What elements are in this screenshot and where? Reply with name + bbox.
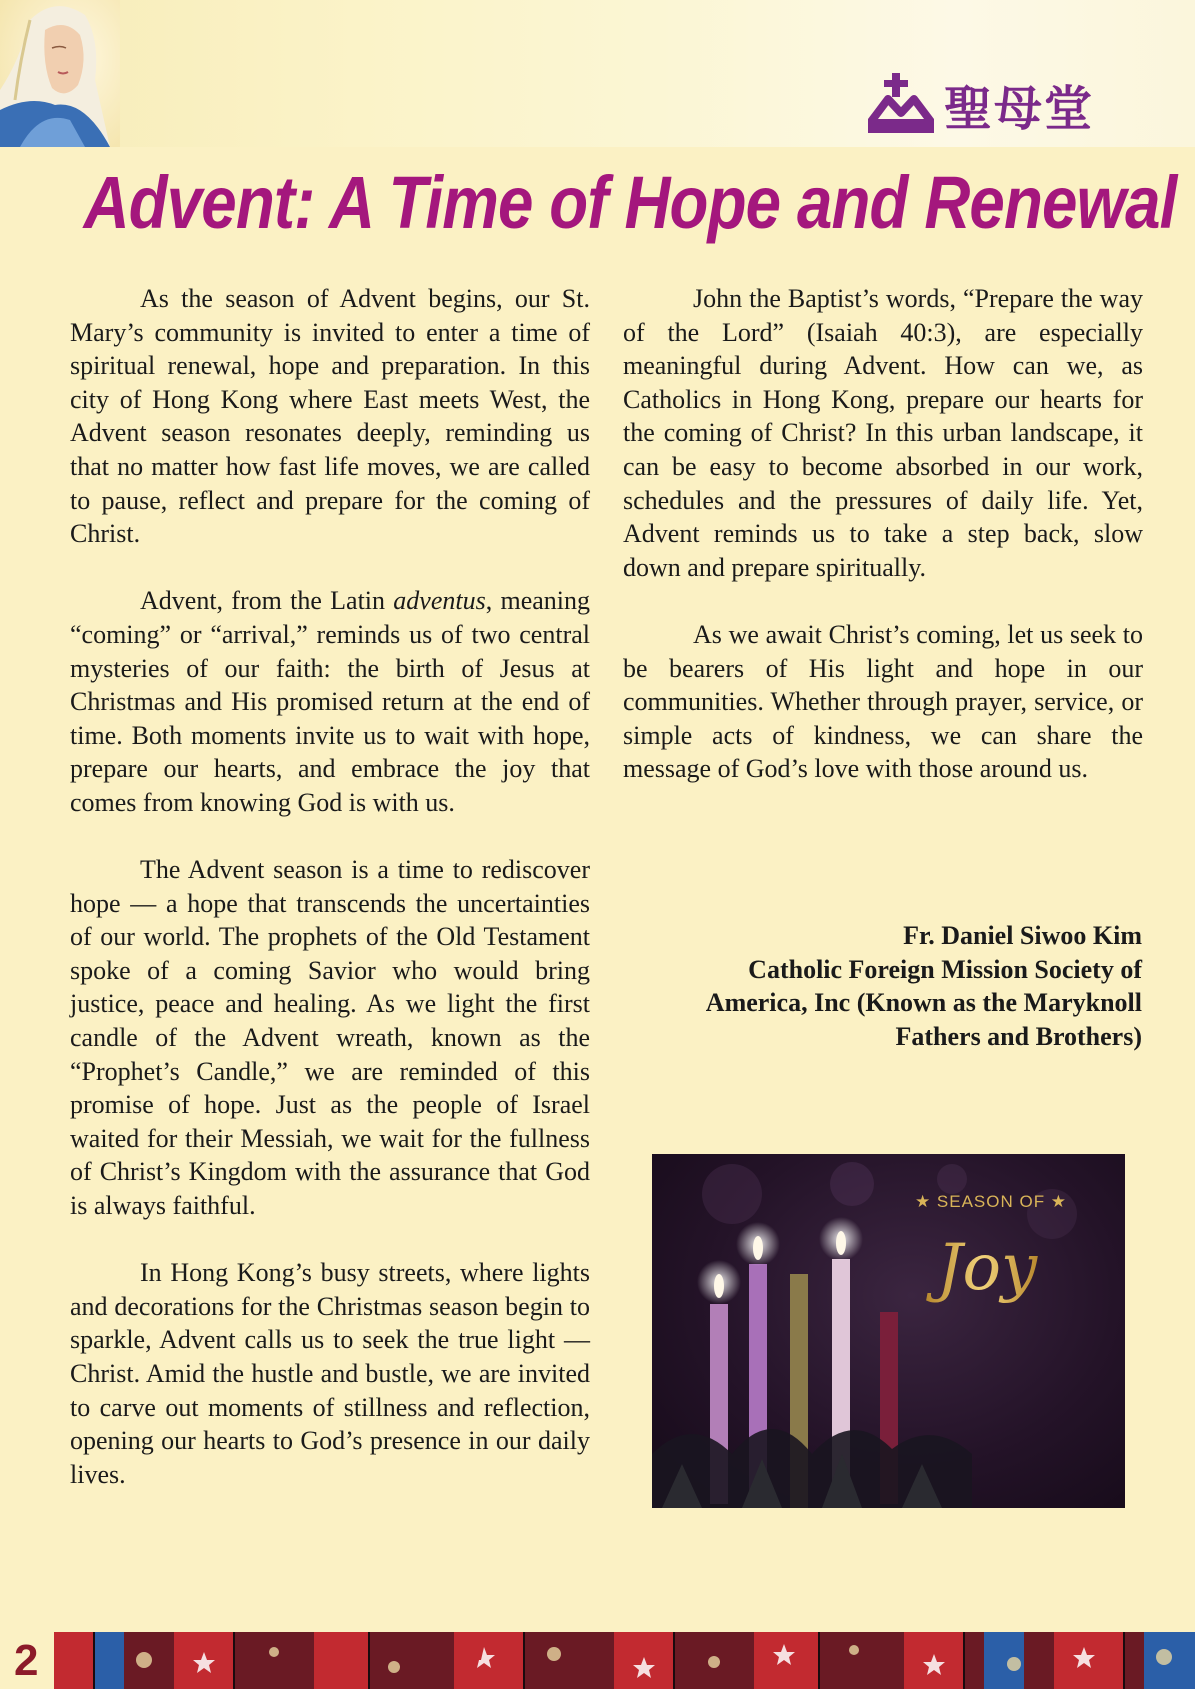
paragraph: The Advent season is a time to rediscover hope — a hope that transcends the uncertainties of our world. The prophets of the Old Testament spoke of a coming Savior who would bring justice, peace and healing. As we light the first candle of the Advent wreath, known as the “Prophet’s Candle,” we are reminded of this promise of hope. Just as the people of Israel waited for their Messiah, we wait for the fullness of Christ’s Kingdom with the assurance that God is always faithful.: [70, 855, 590, 1221]
stained-glass-footer: [54, 1632, 1195, 1689]
photo-caption-main: Joy: [936, 1231, 1038, 1305]
author-name: Fr. Daniel Siwoo Kim: [903, 921, 1142, 950]
paragraph-text: , meaning “coming” or “arrival,” reminds us of two central mysteries of our faith: the birth of Jesus at Christmas and His promised return at the end of time. Both moments invite us to wait with hope, prepare our hearts, and embrace the joy that comes from knowing God is with us.: [70, 586, 590, 817]
left-column: [70, 282, 590, 1525]
author-signature: [600, 919, 1142, 1053]
paragraph: In Hong Kong’s busy streets, where lights and decorations for the Christmas season begin to sparkle, Advent calls us to seek the true light — Christ. Amid the hustle and bustle, we are invited to carve out moments of stillness and reflection, opening our hearts to God’s presence in our daily lives.: [70, 1258, 590, 1489]
page-number: 2: [14, 1636, 39, 1685]
page-title: Advent: A Time of Hope and Renewal: [83, 161, 1177, 244]
author-affiliation: Fathers and Brothers): [895, 1021, 1142, 1051]
paragraph: As the season of Advent begins, our St. Mary’s community is invited to enter a time of spiritual renewal, hope and preparation. In this city of Hong Kong where East meets West, the Advent season resonates deeply, reminding us that no matter how fast life moves, we are called to pause, reflect and prepare for the coming of Christ.: [70, 284, 590, 549]
paragraph: John the Baptist’s words, “Prepare the way of the Lord” (Isaiah 40:3), are especially meaningful during Advent. How can we, as Catholics in Hong Kong, prepare our hearts for the coming of Christ? In this urban landscape, it can be easy to become absorbed in our work, schedules and the pressures of daily life. Yet, Advent reminds us to take a step back, slow down and prepare spiritually.: [623, 284, 1143, 582]
photo-caption-top: ★ SEASON OF ★: [914, 1192, 1068, 1211]
church-icon: [868, 73, 934, 135]
advent-candles-image: [652, 1154, 1125, 1508]
paragraph-text: Advent, from the Latin: [140, 586, 394, 616]
paragraph: As we await Christ’s coming, let us seek to be bearers of His light and hope in our communities. Whether through prayer, service, or simple acts of kindness, we can share the message of God’s love with those around us.: [623, 619, 1143, 784]
madonna-image: [0, 0, 120, 147]
church-name: 聖母堂: [944, 80, 1095, 137]
latin-term: adventus: [393, 586, 486, 616]
paragraph: [70, 584, 590, 819]
church-logo: [868, 72, 1094, 136]
author-affiliation: America, Inc (Known as the Maryknoll: [705, 988, 1142, 1018]
right-column: [623, 282, 1143, 820]
author-affiliation: Catholic Foreign Mission Society of: [748, 954, 1142, 984]
